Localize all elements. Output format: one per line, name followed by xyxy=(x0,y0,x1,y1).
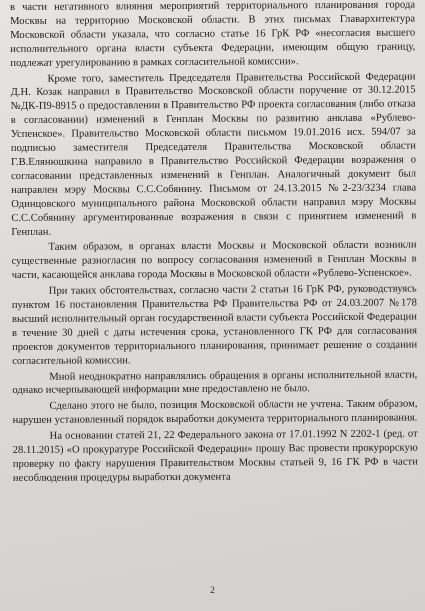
paragraph-continuation: в части негативного влияния мероприятий территориального планирования города Москвы на территорию Московской области. В этих письмах Главархитектура Московской области указала, что согласно статье 16 ГрК РФ «несогласия высшего исполнительного органа власти субъекта Федерации, имеющим общую границу, подлежат урегулированию в рамках согласительной комиссии». xyxy=(10,0,416,69)
paragraph-circumstances: При таких обстоятельствах, согласно части 2 статьи 16 ГрК РФ, руководствуясь пунктом 16 постановления Правительства РФ Правительства РФ от 24.03.2007 №178 высший исполнительный орган государственной власти субъекта Российской Федерации в течение 30 дней с даты истечения срока, установленного ГК РФ для согласования проектов документов территориального планирования, принимает решение о создании согласительной комиссии. xyxy=(11,283,418,367)
paragraph-appeals: Мной неоднократно направлялись обращения в органы исполнительной власти, однако исчерпывающей информации мне предоставлено не было. xyxy=(12,369,418,397)
paragraph-request: На основании статей 21, 22 Федерального закона от 17.01.1992 N 2202-1 (ред. от 28.11.2015) «О прокуратуре Российской Федерации» прошу Вас провести прокурорскую проверку по факту нарушения Правительством Москвы статьей 9, 16 ГК РФ в части несоблюдения процедуры выработки документа xyxy=(12,428,418,484)
document-body xyxy=(10,0,418,488)
paragraph-kozak-instruction: Кроме того, заместитель Председателя Правительства Российской Федерации Д.Н. Козак направил в Правительство Московской области поручение от 30.12.2015 №ДК-П9-8915 о предоставлении в Правительство РФ проекта согласования (либо отказа в согласовании) изменений в Генплан Москвы по развитию анклава «Рублево-Успенское». Правительство Московской области письмом 19.01.2016 исх. 594/07 за подписью заместителя Председателя Правительства Московской области Г.В.Елянюшкина направило в Правительство Российской Федерации возражения о согласовании представленных изменений в Генплан. Аналогичный документ был направлен мэру Москвы С.С.Собянину. Письмом от 24.13.2015 №2-23/3234 глава Одинцовского муниципального района Московской области направил мэру Москвы С.С.Собянину аргументированные возражения в связи с принятием изменений в Генплан. xyxy=(10,71,417,238)
paragraph-disagreements: Таким образом, в органах власти Москвы и Московской области возникли существенные разногласия по вопросу согласования изменений в Генплан Москвы в части, касающейся анклава города Москвы в Московской области «Рублево-Успенское». xyxy=(11,239,417,282)
paragraph-not-done: Сделано этого не было, позиция Московской области не учтена. Таким образом, нарушен установленный порядок выработки документа территориального планирования. xyxy=(12,398,418,427)
page-number: 2 xyxy=(210,586,215,596)
